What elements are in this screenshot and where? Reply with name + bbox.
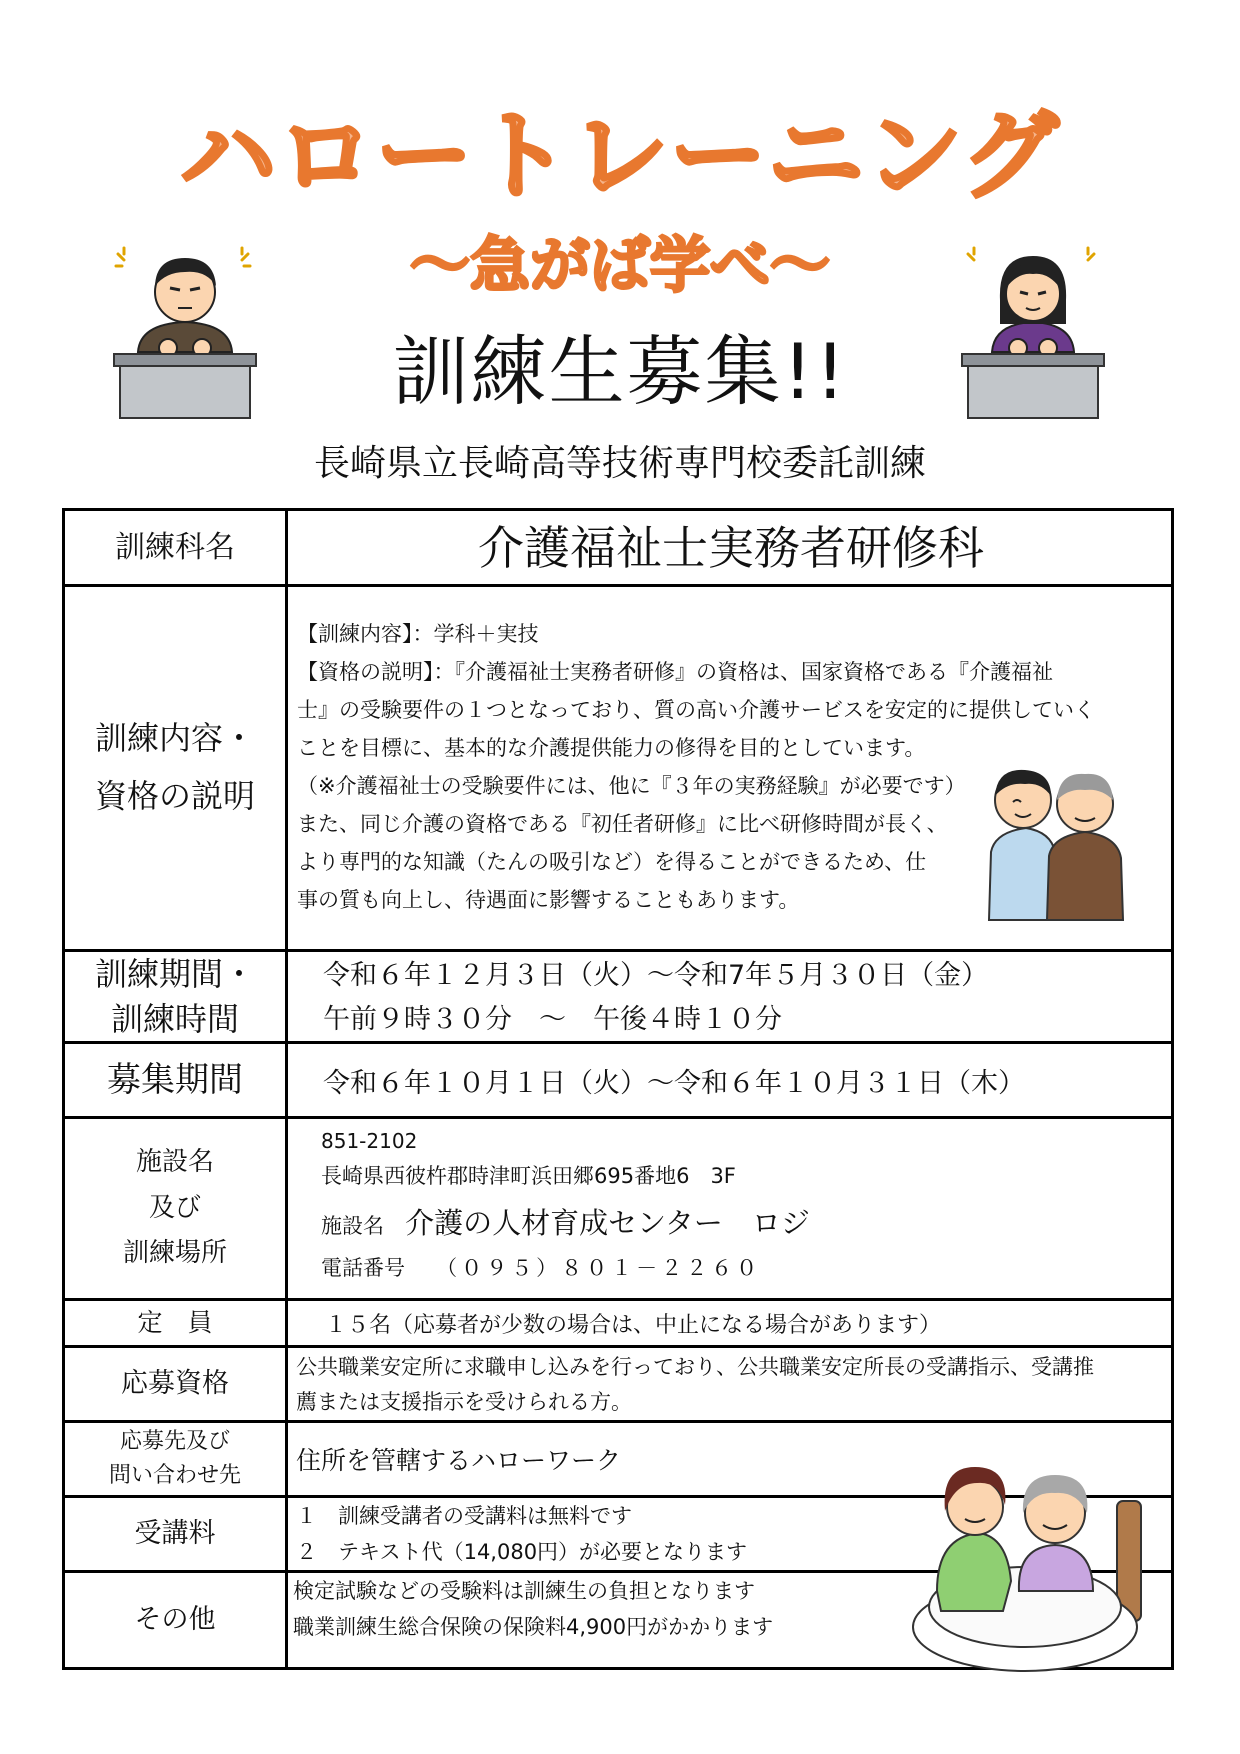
- label-contact: 応募先及び 問い合わせ先: [108, 1428, 241, 1488]
- facility-name: 介護の人材育成センター ロジ: [405, 1206, 810, 1240]
- label-cell: [65, 587, 288, 949]
- page-title: ハロートレーニング: [179, 100, 1061, 212]
- recruit-heading: 訓練生募集!!: [392, 327, 848, 416]
- content-line: （※介護福祉士の受験要件には、他に『３年の実務経験』が必要です）: [297, 774, 966, 798]
- eligibility-line: 公共職業安定所に求職申し込みを行っており、公共職業安定所長の受講指示、受講推: [296, 1355, 1094, 1379]
- phone-label: 電話番号: [321, 1256, 405, 1280]
- fee-line-1: １ 訓練受講者の受講料は無料です: [296, 1504, 632, 1528]
- label-cell: [65, 1573, 288, 1667]
- row-recruit-period: [65, 1044, 1171, 1119]
- label-facility: 施設名 及び 訓練場所: [122, 1147, 227, 1269]
- caregiver-elder-illustration: [981, 752, 1131, 922]
- bedside-care-illustration: [907, 1441, 1167, 1681]
- school-name: 長崎県立長崎高等技術専門校委託訓練: [313, 443, 926, 484]
- row-course: [65, 511, 1171, 587]
- phone-line: [321, 1252, 761, 1282]
- postal-code: 851-2102: [321, 1129, 418, 1153]
- facility-name-label: 施設名: [321, 1214, 384, 1238]
- row-content: [65, 587, 1171, 952]
- label-other: その他: [134, 1603, 216, 1635]
- label-recruit-period: 募集期間: [107, 1059, 243, 1100]
- value-cell: [291, 1301, 1171, 1345]
- value-cell: [291, 511, 1171, 584]
- label-cell: [65, 1119, 288, 1298]
- value-cell: [291, 1044, 1171, 1116]
- facility-address: 長崎県西彼杵郡時津町浜田郷695番地6 3F: [321, 1164, 736, 1188]
- row-facility: [65, 1119, 1171, 1301]
- label-eligibility: 応募資格: [121, 1367, 229, 1399]
- label-cell: [65, 1348, 288, 1420]
- row-eligibility: [65, 1348, 1171, 1423]
- contact-value: 住所を管轄するハローワーク: [296, 1446, 622, 1475]
- female-clerk-illustration: [958, 240, 1108, 422]
- capacity-value: １５名（応募者が少数の場合は、中止になる場合があります）: [325, 1312, 942, 1338]
- course-name: 介護福祉士実務者研修科: [478, 520, 984, 575]
- label-cell: [65, 952, 288, 1041]
- male-clerk-illustration: [110, 240, 260, 422]
- label-cell: [65, 1423, 288, 1495]
- content-line: ことを目標に、基本的な介護提供能力の修得を目的としています。: [297, 736, 926, 760]
- label-capacity: 定 員: [137, 1308, 213, 1338]
- content-line: 【資格の説明】：『介護福祉士実務者研修』の資格は、国家資格である『介護福祉: [297, 660, 1053, 684]
- period-dates: 令和６年１２月３日（火）～令和7年５月３０日（金）: [323, 960, 989, 991]
- label-cell: [65, 1498, 288, 1570]
- content-line: 士』の受験要件の１つとなっており、質の高い介護サービスを安定的に提供していく: [297, 698, 1095, 722]
- label-cell: [65, 1301, 288, 1345]
- label-course: 訓練科名: [115, 530, 235, 565]
- label-fee: 受講料: [134, 1517, 216, 1549]
- recruit-period: 令和６年１０月１日（火）～令和６年１０月３１日（木）: [323, 1067, 1025, 1099]
- content-line: 【訓練内容】：学科＋実技: [297, 622, 539, 646]
- content-line: また、同じ介護の資格である『初任者研修』に比べ研修時間が長く、: [297, 812, 948, 836]
- label-cell: [65, 511, 288, 584]
- label-cell: [65, 1044, 288, 1116]
- phone-number: （０９５）８０１－２２６０: [436, 1256, 762, 1280]
- other-line-2: 職業訓練生総合保険の保険料4,900円がかかります: [293, 1615, 774, 1639]
- value-cell: [291, 952, 1171, 1041]
- content-line: 事の質も向上し、待遇面に影響することもあります。: [297, 888, 800, 912]
- period-hours: 午前９時３０分 ～ 午後４時１０分: [323, 1004, 782, 1035]
- value-cell: [291, 1348, 1171, 1420]
- fee-line-2: ２ テキスト代（14,080円）が必要となります: [296, 1540, 748, 1564]
- facility-name-line: [321, 1201, 810, 1242]
- label-content: 訓練内容・ 資格の説明: [94, 719, 255, 815]
- value-cell: [291, 587, 1171, 949]
- label-period: 訓練期間・ 訓練時間: [94, 954, 255, 1038]
- page-subtitle: ～急がば学べ～: [410, 231, 830, 301]
- row-capacity: [65, 1301, 1171, 1348]
- info-table: [62, 508, 1174, 1670]
- content-line: より専門的な知識（たんの吸引など）を得ることができるため、仕: [297, 850, 927, 874]
- value-cell: [291, 1119, 1171, 1298]
- other-line-1: 検定試験などの受験料は訓練生の負担となります: [293, 1579, 755, 1603]
- row-period: [65, 952, 1171, 1044]
- eligibility-line: 薦または支援指示を受けられる方。: [296, 1390, 632, 1414]
